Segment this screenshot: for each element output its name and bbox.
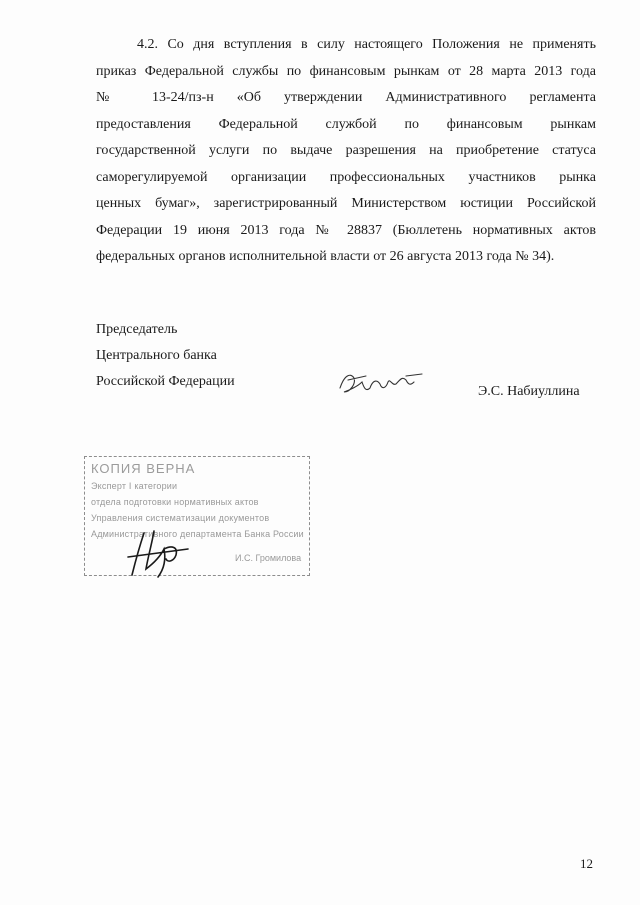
signatory-line: Председатель: [96, 322, 178, 337]
paragraph-line: ценных бумаг», зарегистрированный Министерством юстиции Российской: [96, 196, 596, 211]
page-number: 12: [580, 856, 593, 871]
paragraph-line: 4.2. Со дня вступления в силу настоящего Положения не применять: [137, 37, 596, 52]
paragraph-line: федеральных органов исполнительной власти от 26 августа 2013 года № 34).: [96, 249, 555, 264]
signatory-line: Центрального банка: [96, 348, 217, 363]
paragraph-line: государственной услуги по выдаче разрешения на приобретение статуса: [96, 143, 596, 158]
handwritten-signature: [336, 366, 436, 402]
stamp-signature: [118, 519, 228, 581]
signatory-name: Э.С. Набиуллина: [478, 384, 580, 399]
paragraph-line: предоставления Федеральной службой по финансовым рынкам: [96, 116, 596, 132]
stamp-line: Эксперт I категории: [91, 481, 178, 491]
paragraph-line: Федерации 19 июня 2013 года № 28837 (Бюллетень нормативных актов: [96, 222, 596, 238]
signatory-line: Российской Федерации: [96, 374, 235, 389]
stamp-title: КОПИЯ ВЕРНА: [91, 461, 196, 476]
paragraph-line: саморегулируемой организации профессиональных участников рынка: [96, 169, 596, 185]
paragraph-line: № 13-24/пз-н «Об утверждении Административного регламента: [96, 90, 596, 105]
paragraph-4-2: [96, 32, 596, 271]
stamp-line: Управления систематизации документов: [91, 513, 270, 523]
paragraph-line: приказ Федеральной службы по финансовым рынкам от 28 марта 2013 года: [96, 63, 596, 79]
stamp-line: отдела подготовки нормативных актов: [91, 497, 259, 507]
stamp-line: Административного департамента Банка России: [91, 529, 304, 539]
stamp-name: И.С. Громилова: [235, 553, 302, 563]
signatory-title: [96, 317, 235, 395]
